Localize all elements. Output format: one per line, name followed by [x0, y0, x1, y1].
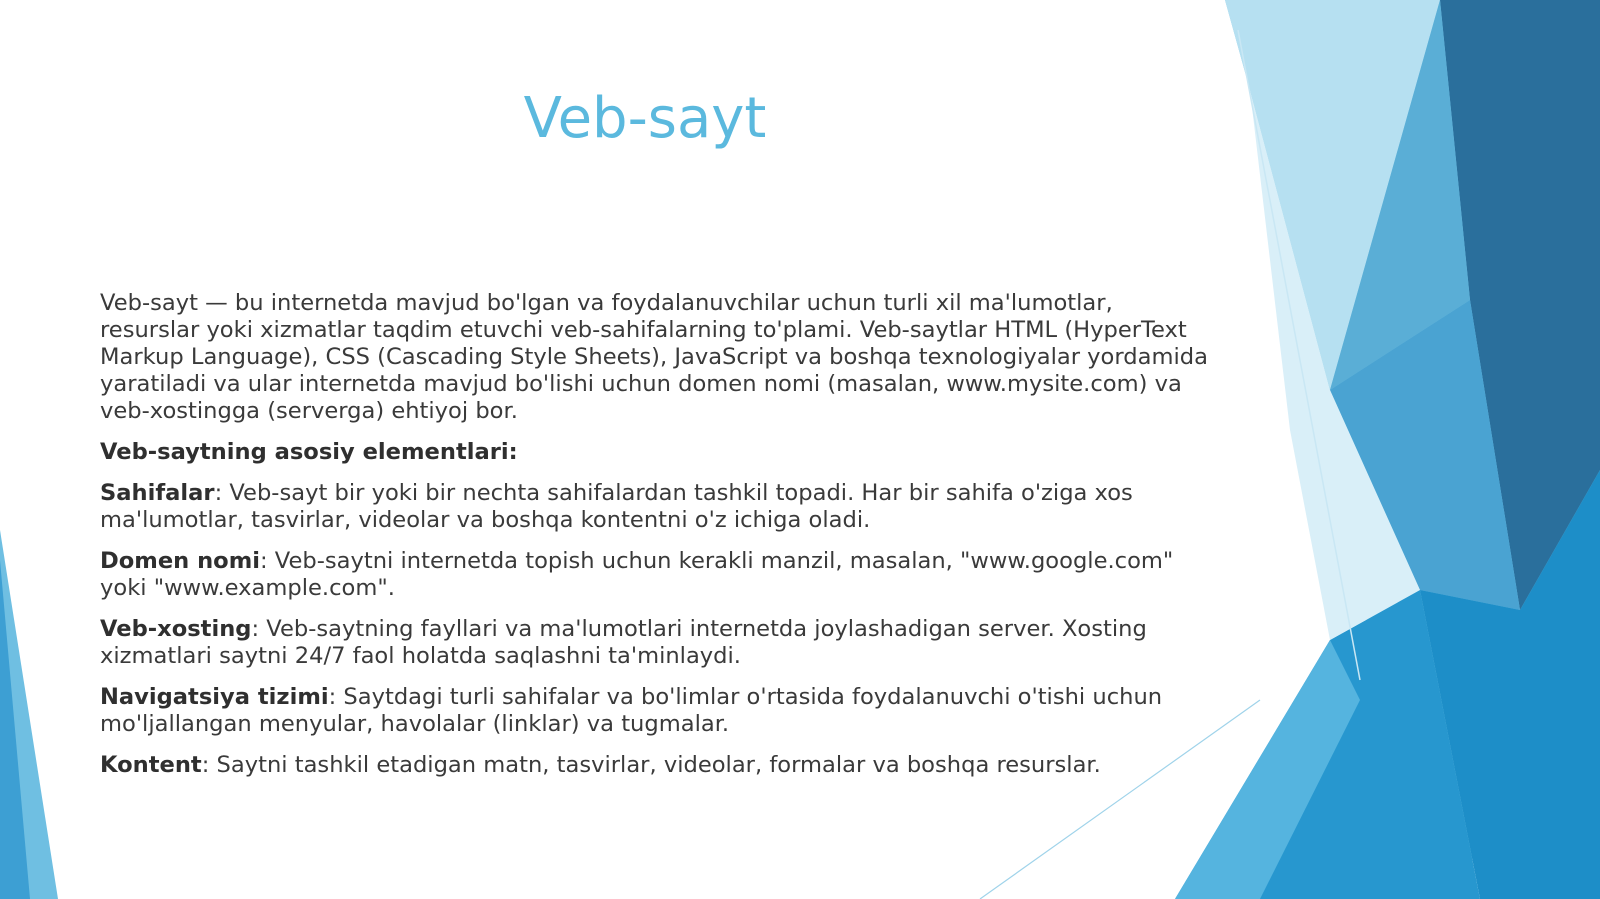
item-term: Sahifalar	[100, 480, 215, 506]
item-text: : Veb-saytni internetda topish uchun kerakli manzil, masalan, "www.google.com" yoki "www.example.com".	[100, 548, 1174, 601]
slide-body	[100, 290, 1210, 793]
item-text: : Veb-sayt bir yoki bir nechta sahifalardan tashkil topadi. Har bir sahifa o'ziga xos ma'lumotlar, tasvirlar, videolar va boshqa kontentni o'z ichiga oladi.	[100, 480, 1133, 533]
list-item	[100, 684, 1210, 738]
item-text: : Veb-saytning fayllari va ma'lumotlari internetda joylashadigan server. Xosting xizmatlari saytni 24/7 faol holatda saqlashni ta'minlaydi.	[100, 616, 1147, 669]
item-term: Domen nomi	[100, 548, 260, 574]
slide-title: Veb-sayt	[523, 86, 767, 151]
item-term: Veb-xosting	[100, 616, 252, 642]
item-text: : Saytni tashkil etadigan matn, tasvirlar, videolar, formalar va boshqa resurslar.	[201, 752, 1101, 778]
list-item	[100, 752, 1210, 779]
intro-paragraph: Veb-sayt — bu internetda mavjud bo'lgan va foydalanuvchilar uchun turli xil ma'lumotlar, resurslar yoki xizmatlar taqdim etuvchi veb-sahifalarning to'plami. Veb-saytlar HTML (HyperText Markup Language), CSS (Cascading Style Sheets), JavaScript va boshqa texnologiyalar yordamida yaratiladi va ular internetda mavjud bo'lishi uchun domen nomi (masalan, www.mysite.com) va veb-xostingga (serverga) ehtiyoj bor.	[100, 290, 1208, 424]
elements-heading: Veb-saytning asosiy elementlari:	[100, 439, 518, 465]
item-term: Navigatsiya tizimi	[100, 684, 329, 710]
list-item	[100, 548, 1210, 602]
item-term: Kontent	[100, 752, 202, 778]
item-text: : Saytdagi turli sahifalar va bo'limlar o'rtasida foydalanuvchi o'tishi uchun mo'ljallangan menyular, havolalar (linklar) va tugmalar.	[100, 684, 1163, 737]
list-item	[100, 480, 1210, 534]
list-item	[100, 616, 1210, 670]
